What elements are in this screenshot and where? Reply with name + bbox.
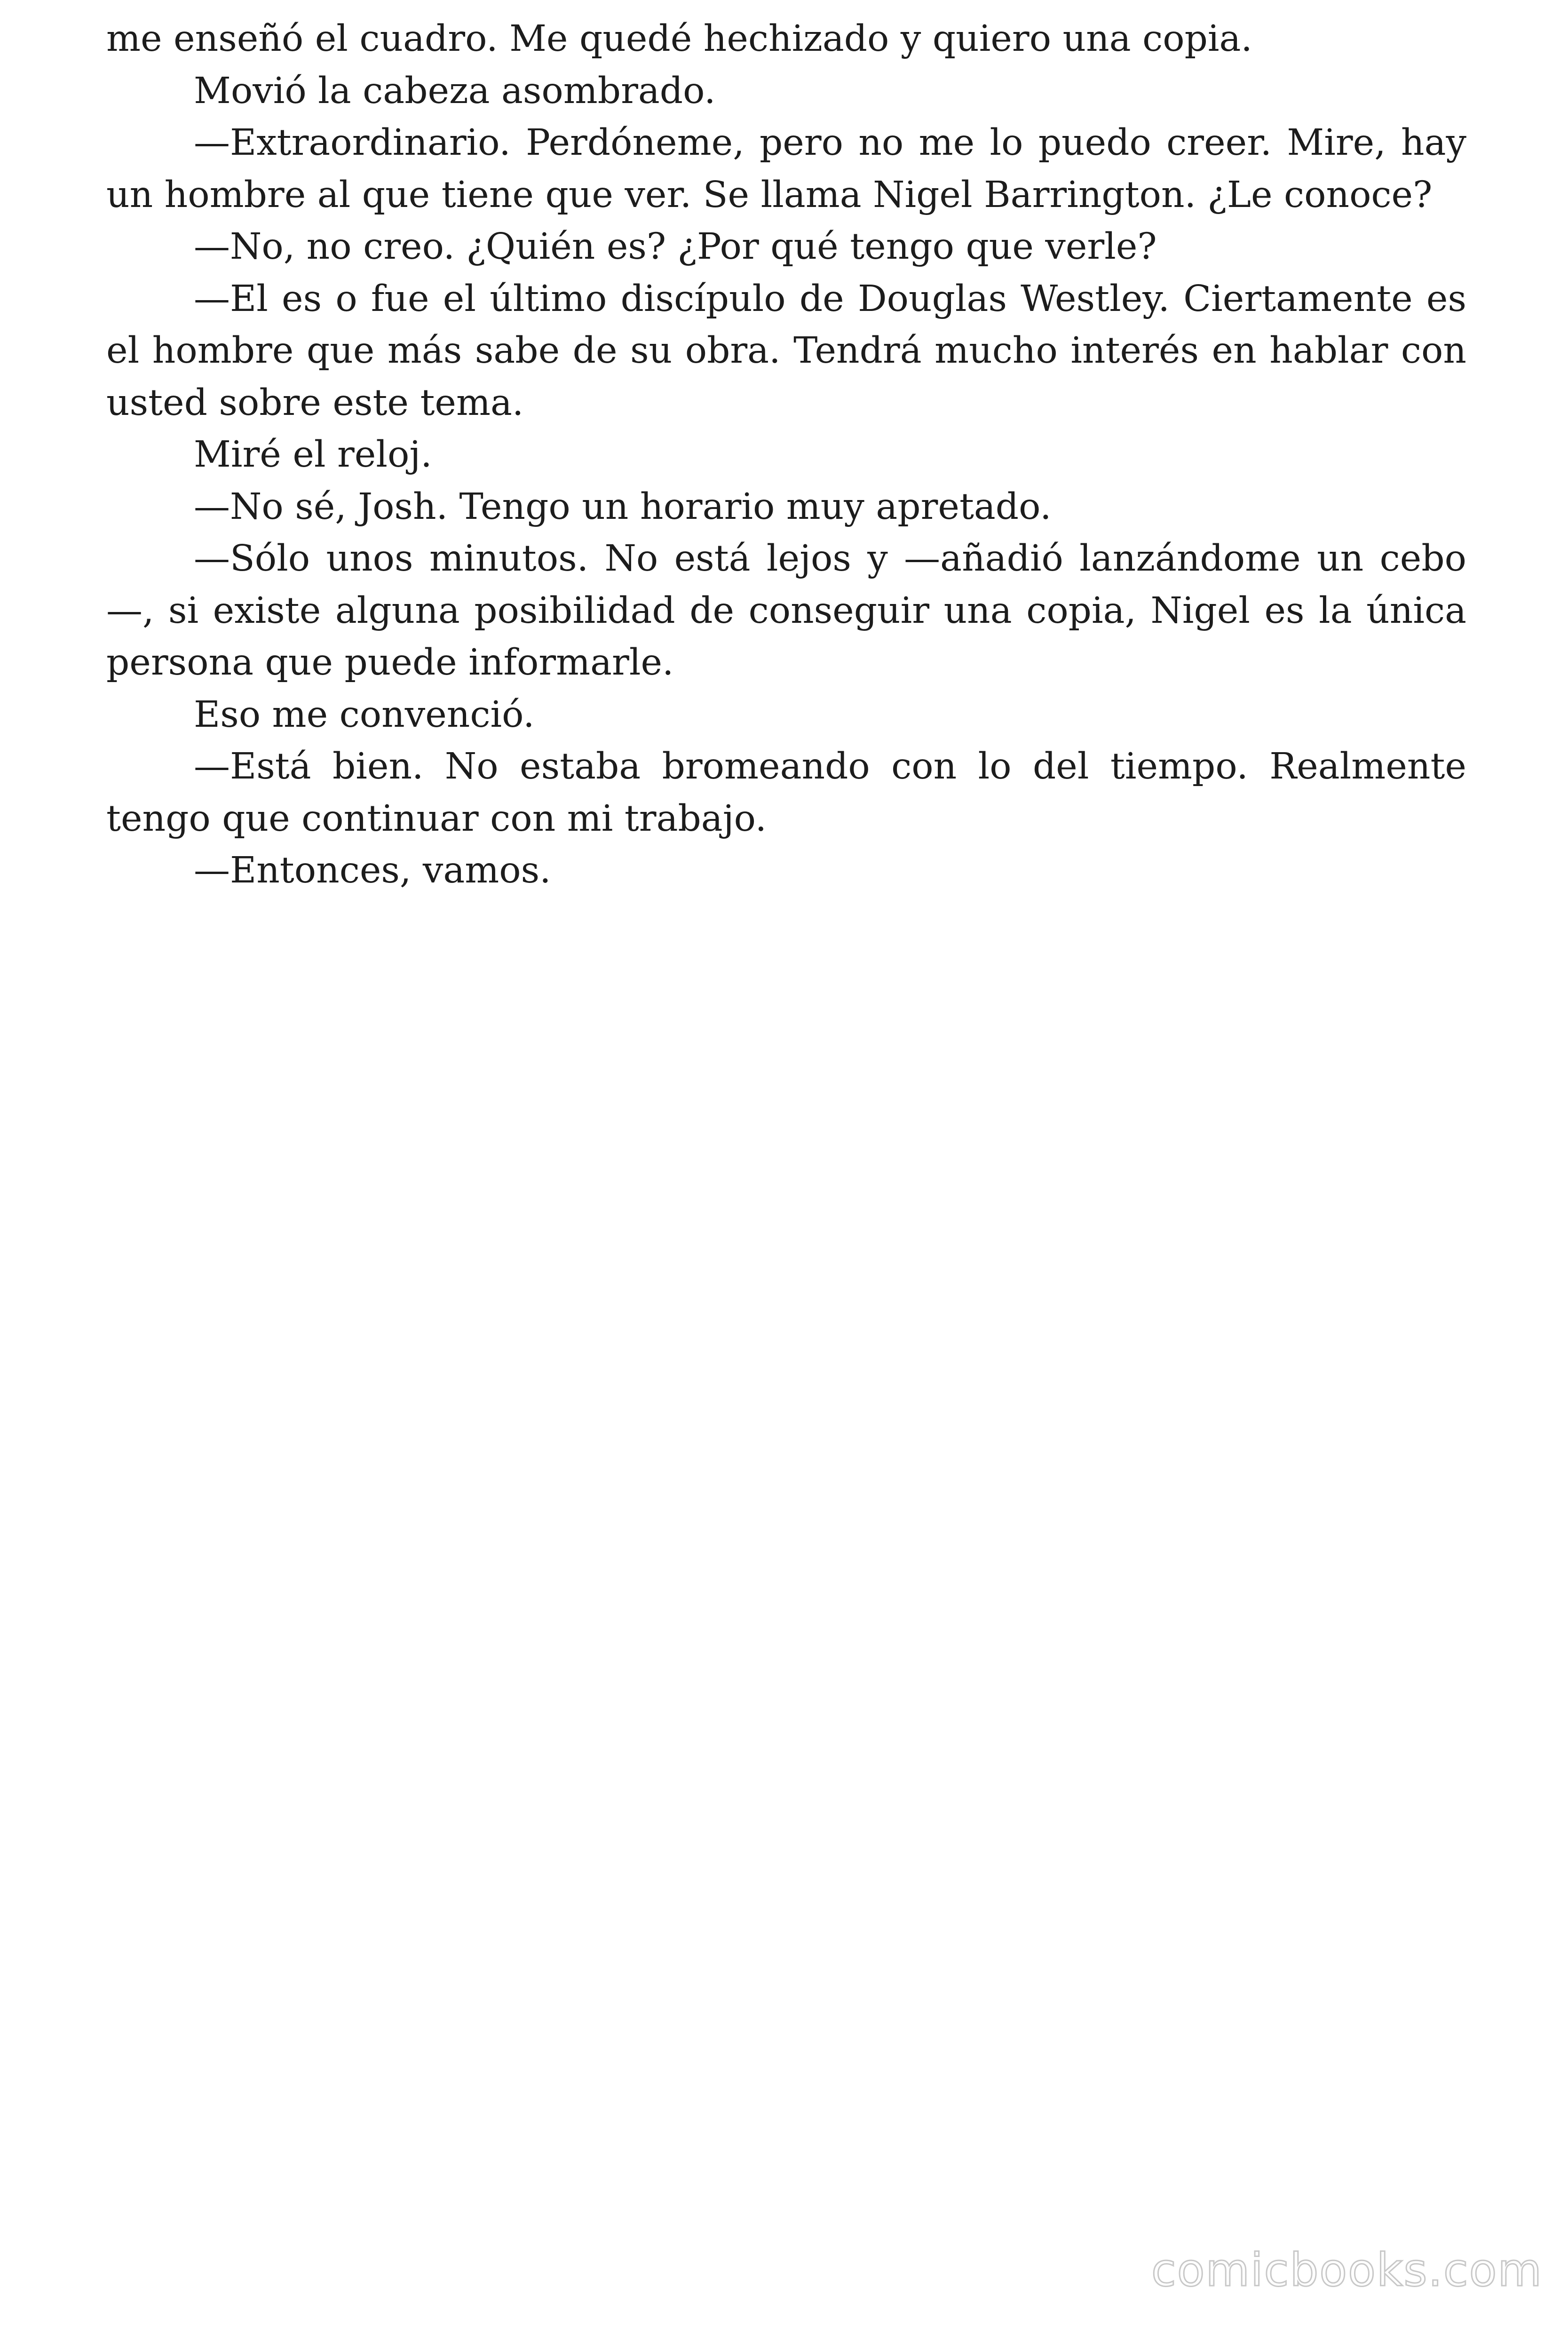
dialogue-paragraph: —El es o fue el último discípulo de Douglas Westley. Ciertamente es el hombre que más sabe de su obra. Tendrá mucho interés en hablar con usted sobre este tema. [106,278,1466,424]
watermark-text: comicbooks.com [1151,2244,1543,2296]
paragraph: Eso me convenció. [194,693,535,736]
paragraph: Miré el reloj. [194,434,432,476]
body-text [106,13,1466,897]
dialogue-paragraph: —Está bien. No estaba bromeando con lo del tiempo. Realmente tengo que continuar con mi trabajo. [106,746,1466,840]
dialogue-paragraph: —No sé, Josh. Tengo un horario muy apretado. [194,485,1052,528]
dialogue-paragraph: —Entonces, vamos. [194,850,551,891]
dialogue-paragraph: —Extraordinario. Perdóneme, pero no me lo puedo creer. Mire, hay un hombre al que tiene que ver. Se llama Nigel Barrington. ¿Le conoce? [106,122,1466,216]
paragraph: Movió la cabeza asombrado. [194,70,716,112]
dialogue-paragraph: —No, no creo. ¿Quién es? ¿Por qué tengo que verle? [194,226,1157,268]
paragraph-continuation: me enseñó el cuadro. Me quedé hechizado y quiero una copia. [106,18,1252,60]
dialogue-paragraph: —Sólo unos minutos. No está lejos y —añadió lanzándome un cebo—, si existe alguna posibilidad de conseguir una copia, Nigel es la única persona que puede informarle. [106,538,1466,683]
